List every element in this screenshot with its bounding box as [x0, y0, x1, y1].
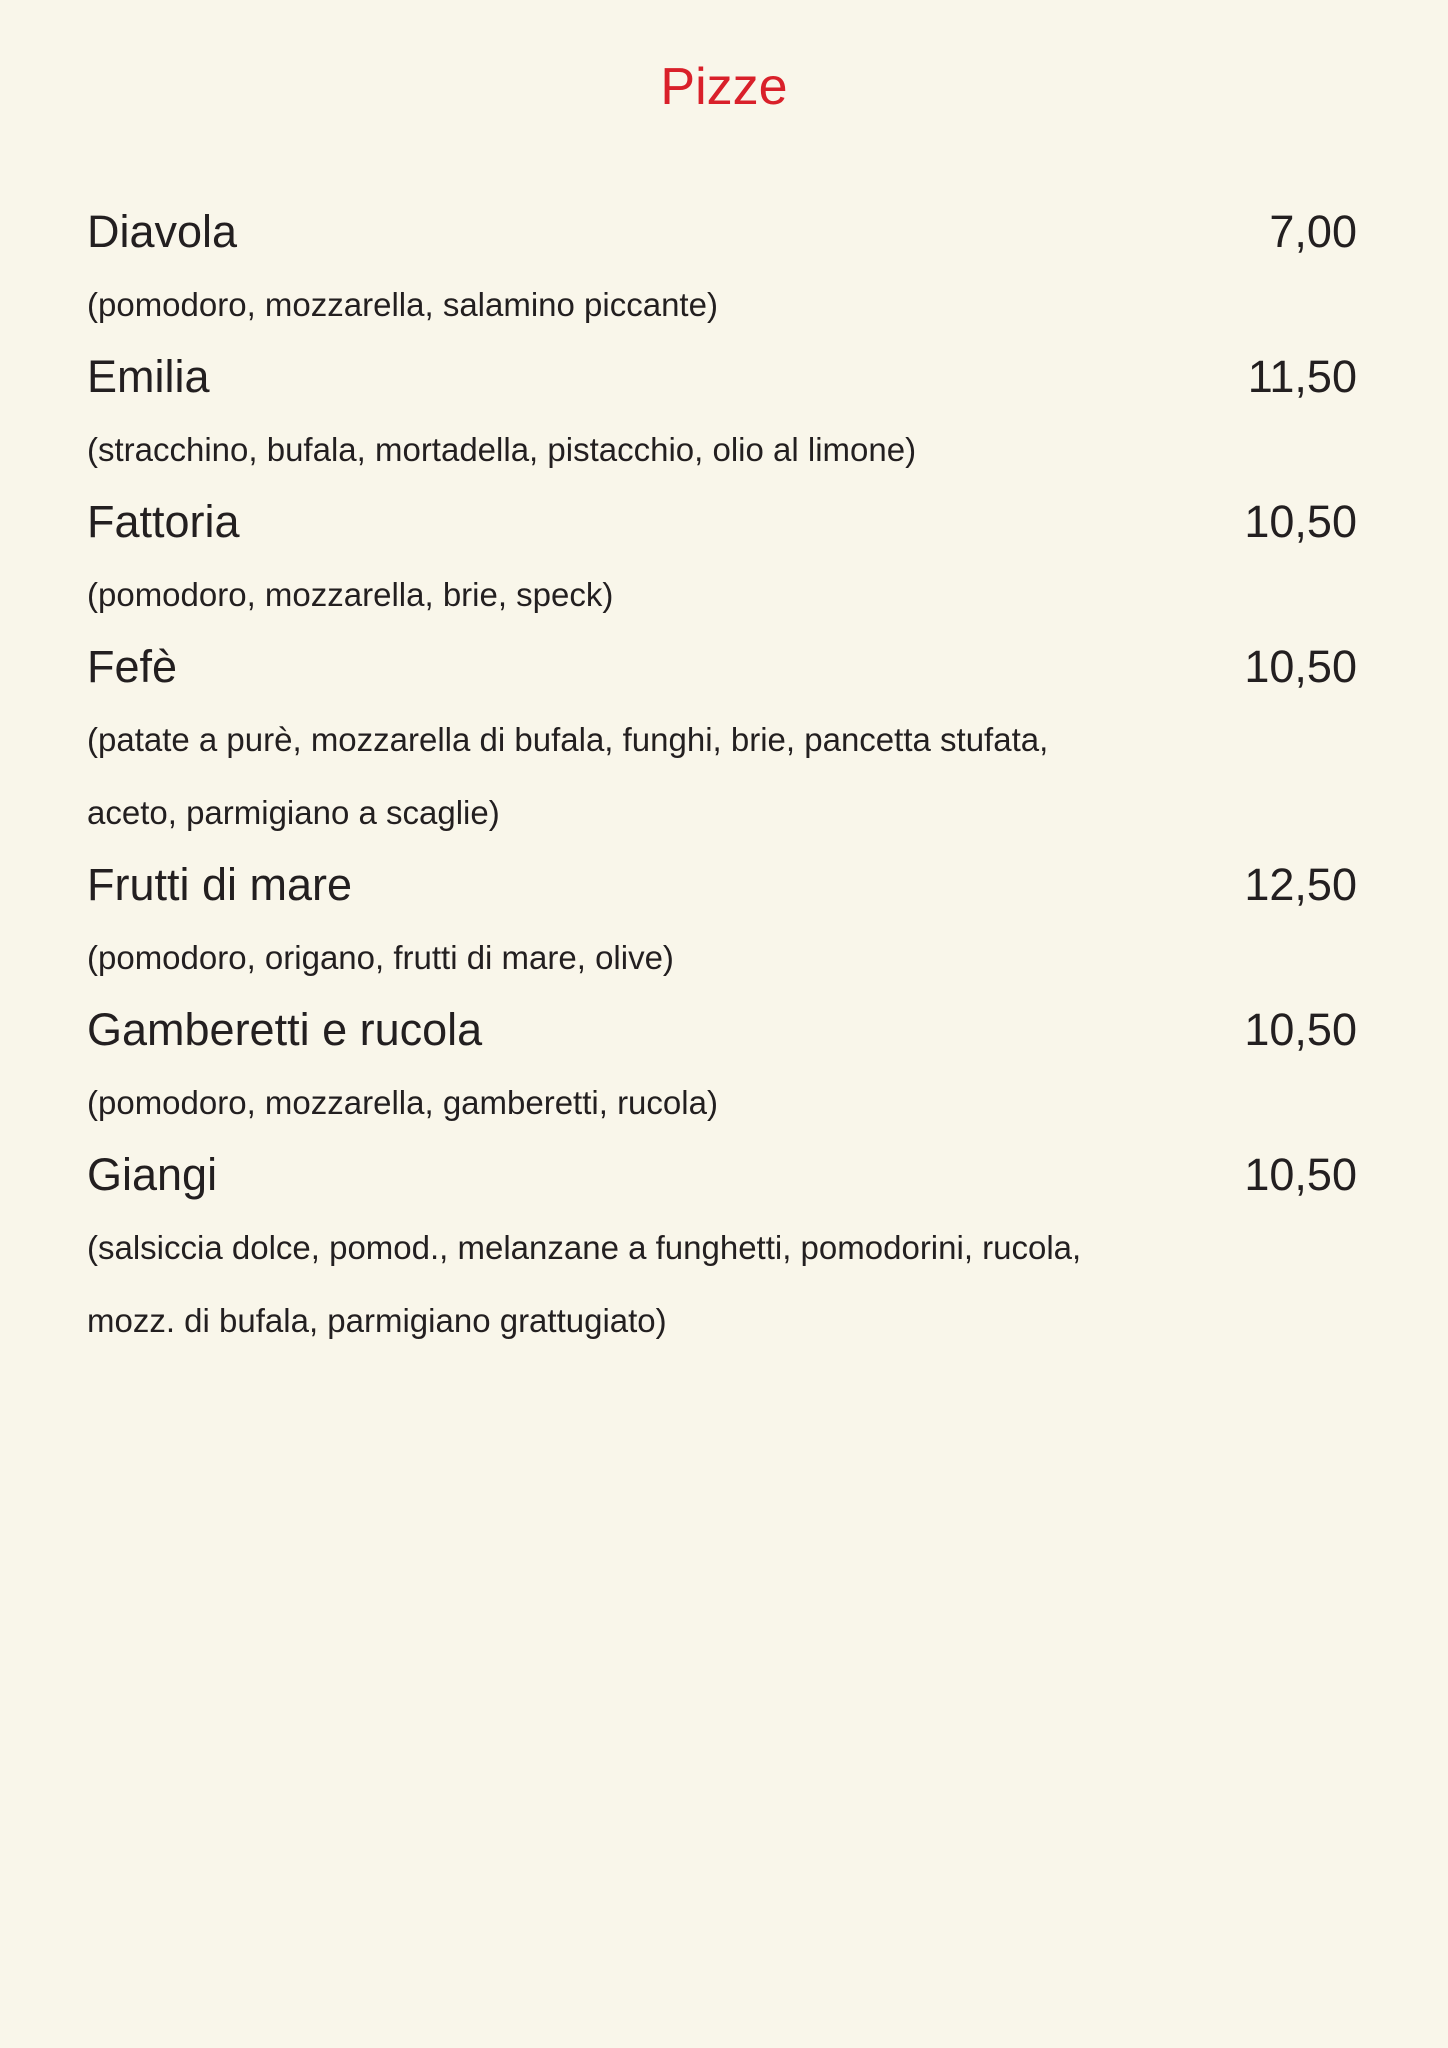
item-name: Diavola: [87, 206, 238, 257]
item-price: 10,50: [1244, 1149, 1357, 1200]
page-title: Pizze: [660, 58, 788, 116]
item-price: 12,50: [1244, 859, 1357, 910]
menu-item: [87, 196, 1357, 341]
item-price: 7,00: [1269, 206, 1357, 257]
menu-item-header: [87, 631, 1357, 703]
item-price: 11,50: [1247, 351, 1357, 402]
item-description: [87, 703, 1357, 849]
item-name: Frutti di mare: [87, 859, 353, 910]
menu-item: [87, 849, 1357, 994]
item-description-line: aceto, parmigiano a scaglie): [87, 794, 500, 831]
item-description: [87, 1066, 1357, 1139]
item-description: [87, 921, 1357, 994]
menu-list: [87, 196, 1357, 1357]
item-name: Fattoria: [87, 496, 240, 547]
item-price: 10,50: [1244, 1004, 1357, 1055]
item-name: Emilia: [87, 351, 210, 402]
item-description-line: (patate a purè, mozzarella di bufala, funghi, brie, pancetta stufata,: [87, 721, 1049, 758]
item-name: Giangi: [87, 1149, 218, 1200]
menu-item-header: [87, 994, 1357, 1066]
menu-item-header: [87, 486, 1357, 558]
menu-item-header: [87, 196, 1357, 268]
item-name: Gamberetti e rucola: [87, 1004, 483, 1055]
menu-item: [87, 1139, 1357, 1357]
item-description-line: (salsiccia dolce, pomod., melanzane a funghetti, pomodorini, rucola,: [87, 1229, 1082, 1266]
menu-item-header: [87, 849, 1357, 921]
menu-item-header: [87, 341, 1357, 413]
item-description-line: (stracchino, bufala, mortadella, pistacchio, olio al limone): [87, 431, 917, 468]
menu-item: [87, 486, 1357, 631]
item-description-line: mozz. di bufala, parmigiano grattugiato): [87, 1302, 667, 1339]
item-price: 10,50: [1244, 496, 1357, 547]
item-name: Fefè: [87, 641, 178, 692]
item-price: 10,50: [1244, 641, 1357, 692]
menu-item: [87, 994, 1357, 1139]
menu-item-header: [87, 1139, 1357, 1211]
item-description: [87, 268, 1357, 341]
item-description: [87, 558, 1357, 631]
item-description-line: (pomodoro, mozzarella, salamino piccante): [87, 286, 718, 323]
item-description-line: (pomodoro, mozzarella, brie, speck): [87, 576, 614, 613]
item-description: [87, 413, 1357, 486]
item-description: [87, 1211, 1357, 1357]
item-description-line: (pomodoro, origano, frutti di mare, olive): [87, 939, 674, 976]
item-description-line: (pomodoro, mozzarella, gamberetti, rucola): [87, 1084, 718, 1121]
menu-item: [87, 631, 1357, 849]
menu-item: [87, 341, 1357, 486]
